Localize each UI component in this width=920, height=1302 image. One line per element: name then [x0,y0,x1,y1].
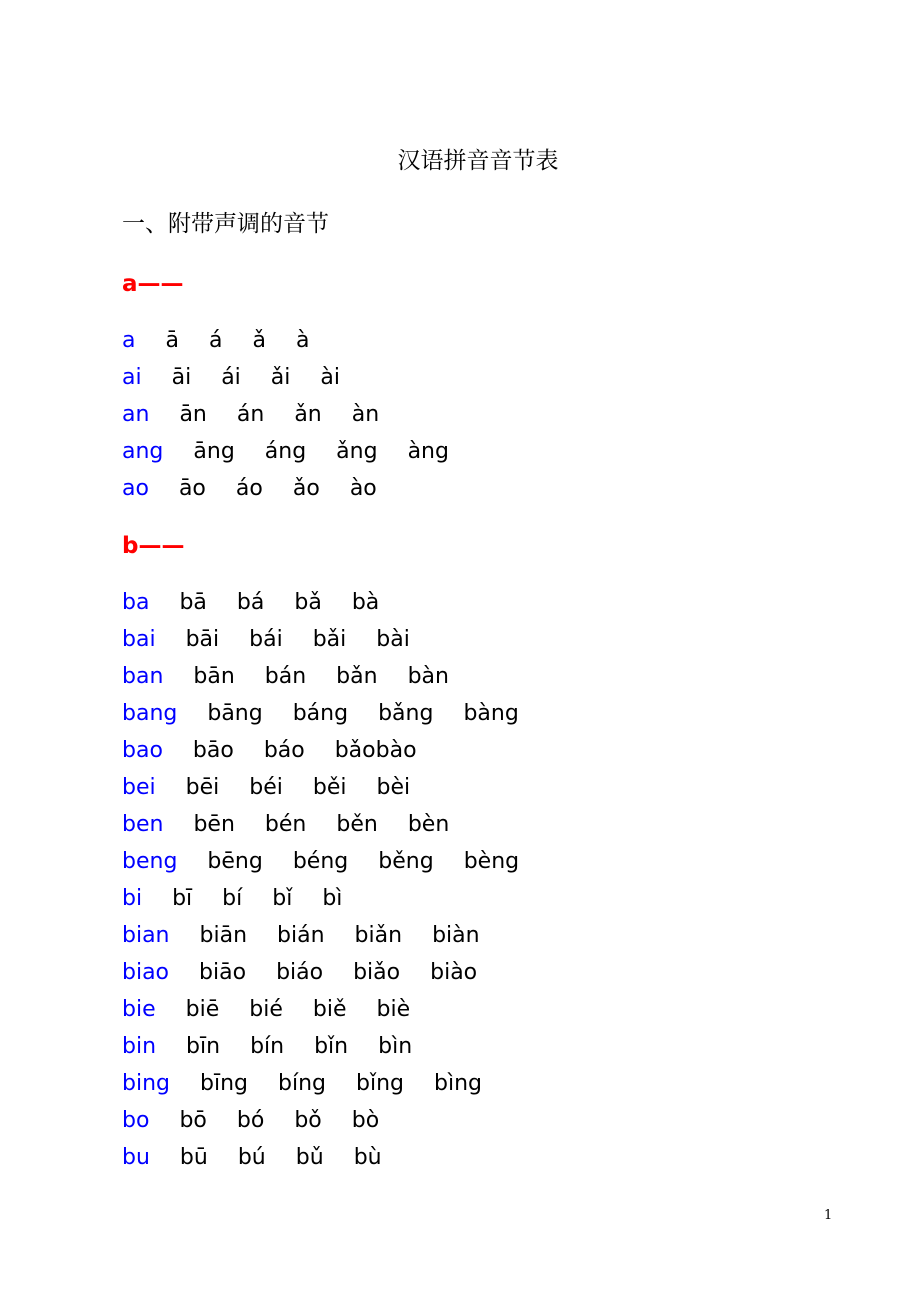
syllable-base: ao [122,476,149,501]
syllable-base: bei [122,775,156,800]
syllable-row [122,1143,382,1173]
syllable-base: bang [122,701,178,726]
syllable-tone-1: bān [193,664,235,689]
syllable-tone-3: biě [312,997,347,1022]
syllable-row [122,1069,482,1099]
syllable-tone-3: běng [378,849,434,874]
syllable-row [122,847,519,877]
page-title: 汉语拼音音节表 [397,148,559,174]
syllable-tone-1: bāi [185,627,220,652]
syllable-tone-1: biān [199,923,248,948]
syllable-tone-1: āng [193,439,235,464]
syllable-row [122,736,417,766]
syllable-base: bing [122,1071,170,1096]
syllable-tone-3: ǎn [294,402,322,427]
group-label-a: a—— [122,271,184,297]
syllable-tone-1: bāng [207,701,263,726]
syllable-row [122,699,519,729]
syllable-tone-2: án [236,402,265,427]
syllable-tone-2: bíng [278,1071,326,1096]
syllable-tone-3: bǐn [314,1034,349,1059]
syllable-tone-3: bǒ [294,1108,322,1133]
syllable-base: ang [122,439,164,464]
syllable-tone-4: à [295,328,310,353]
syllable-tone-4: bài [376,627,410,652]
page-number: 1 [824,1208,833,1223]
syllable-row [122,437,449,467]
syllable-tone-1: bīn [186,1034,221,1059]
syllable-tone-3: bǐ [272,886,293,911]
syllable-row [122,662,449,692]
syllable-tone-3: bǎobào [334,738,417,763]
syllable-row [122,588,379,618]
syllable-row [122,1106,379,1136]
syllable-tone-4: biè [376,997,411,1022]
syllable-row [122,995,410,1025]
syllable-tone-2: báng [292,701,349,726]
syllable-base: bao [122,738,163,763]
syllable-tone-3: běi [312,775,347,800]
syllable-tone-4: bìn [378,1034,413,1059]
syllable-row [122,810,449,840]
syllable-tone-3: biǎn [354,923,403,948]
syllable-tone-2: á [208,328,223,353]
syllable-tone-2: bí [222,886,243,911]
syllable-tone-4: bèng [463,849,520,874]
syllable-tone-4: bù [353,1145,382,1170]
syllable-tone-2: áo [235,476,263,501]
syllable-tone-1: bō [179,1108,207,1133]
syllable-tone-2: bián [277,923,325,948]
syllable-row [122,921,480,951]
syllable-tone-2: bái [249,627,283,652]
syllable-tone-3: ǎo [292,476,320,501]
syllable-base: ai [122,365,142,390]
syllable-tone-2: bén [264,812,307,837]
syllable-tone-4: àn [351,402,380,427]
syllable-tone-4: bò [351,1108,380,1133]
syllable-tone-3: běn [336,812,378,837]
syllable-base: a [122,328,136,353]
syllable-tone-1: bāo [192,738,234,763]
syllable-tone-2: biáo [276,960,324,985]
syllable-row [122,363,340,393]
section-heading: 一、附带声调的音节 [122,211,329,237]
syllable-tone-1: bēng [207,849,263,874]
syllable-row [122,884,342,914]
syllable-tone-2: béi [249,775,283,800]
syllable-tone-1: bēn [193,812,235,837]
syllable-tone-2: bú [237,1145,266,1170]
syllable-row [122,773,410,803]
syllable-tone-4: bàng [463,701,519,726]
syllable-tone-1: biāo [199,960,247,985]
syllable-tone-2: bó [236,1108,265,1133]
syllable-base: bin [122,1034,157,1059]
syllable-tone-1: ā [165,328,179,353]
syllable-base: bian [122,923,170,948]
syllable-tone-4: àng [407,439,449,464]
syllable-tone-4: bà [351,590,380,615]
syllable-tone-3: bǐng [356,1071,404,1096]
syllable-tone-4: ào [349,476,377,501]
syllable-base: bi [122,886,143,911]
syllable-tone-1: bā [179,590,207,615]
syllable-tone-2: béng [292,849,349,874]
syllable-row [122,474,377,504]
syllable-tone-4: biào [430,960,478,985]
syllable-tone-1: bī [172,886,193,911]
syllable-row [122,958,477,988]
syllable-tone-1: ān [179,402,207,427]
syllable-tone-1: biē [185,997,220,1022]
syllable-base: bu [122,1145,150,1170]
syllable-tone-4: bèn [407,812,450,837]
syllable-tone-2: ái [221,365,241,390]
syllable-tone-4: bìng [434,1071,482,1096]
syllable-tone-1: bū [179,1145,208,1170]
group-label-b: b—— [122,533,185,559]
syllable-tone-1: bēi [185,775,220,800]
syllable-tone-3: bǎi [312,627,347,652]
syllable-row [122,1032,412,1062]
syllable-tone-3: bǔ [295,1145,324,1170]
syllable-tone-3: bǎ [294,590,322,615]
syllable-tone-3: ǎng [336,439,378,464]
syllable-base: bo [122,1108,150,1133]
syllable-tone-3: ǎi [270,365,291,390]
syllable-tone-2: bá [236,590,265,615]
syllable-tone-4: ài [320,365,340,390]
syllable-tone-1: āi [171,365,192,390]
syllable-base: biao [122,960,170,985]
syllable-tone-3: bǎng [378,701,434,726]
syllable-row [122,326,309,356]
syllable-tone-4: biàn [432,923,480,948]
syllable-base: ba [122,590,150,615]
syllable-tone-2: bié [249,997,283,1022]
syllable-base: ban [122,664,164,689]
syllable-tone-4: bì [322,886,343,911]
syllable-tone-4: bàn [407,664,449,689]
syllable-tone-1: āo [178,476,206,501]
syllable-tone-2: bán [264,664,307,689]
syllable-tone-3: biǎo [353,960,401,985]
syllable-row [122,625,410,655]
syllable-tone-2: bín [250,1034,285,1059]
syllable-base: beng [122,849,178,874]
syllable-row [122,400,379,430]
syllable-base: ben [122,812,164,837]
syllable-base: bie [122,997,156,1022]
syllable-tone-2: báo [263,738,305,763]
syllable-tone-2: áng [264,439,307,464]
syllable-base: bai [122,627,156,652]
syllable-tone-4: bèi [376,775,411,800]
syllable-tone-1: bīng [200,1071,248,1096]
syllable-tone-3: bǎn [336,664,378,689]
syllable-tone-3: ǎ [252,328,266,353]
syllable-base: an [122,402,150,427]
